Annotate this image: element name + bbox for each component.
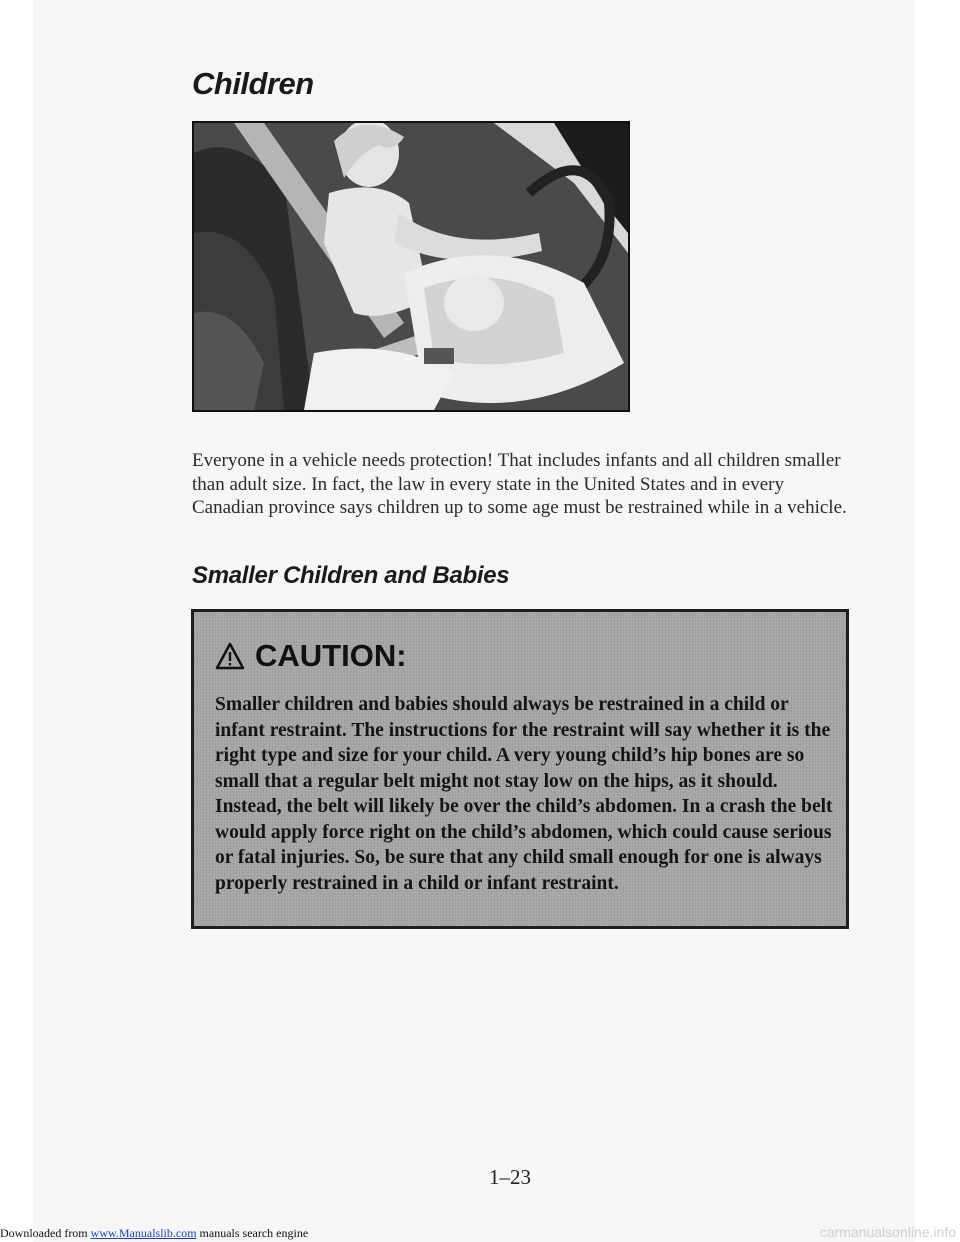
site-watermark: carmanualsonline.info — [819, 1224, 956, 1240]
caution-title — [215, 638, 407, 678]
page-heading: Children — [192, 66, 314, 101]
page-number: 1–23 — [489, 1165, 531, 1189]
intro-paragraph: Everyone in a vehicle needs protection! That includes infants and all children smaller than adult size. In fact, the law in every state in the United States and in every Canadian province says children up to some age must be restrained while in a vehicle. — [192, 450, 847, 518]
download-footer — [0, 1226, 308, 1241]
section-heading: Smaller Children and Babies — [192, 562, 510, 589]
manual-page — [33, 0, 915, 1242]
caution-box — [191, 609, 849, 929]
caution-title-text: CAUTION: — [255, 638, 407, 673]
footer-prefix: Downloaded from — [0, 1226, 91, 1240]
caution-text: Smaller children and babies should always be restrained in a child or infant restraint. The instructions for the restraint will say whether it is the right type and size for your child. A very young child’s hip bones are so small that a regular belt might not stay low on the hips, as it should. Instead, the belt will likely be over the child’s abdomen. In a crash the belt would apply force right on the child’s abdomen, which could cause serious or fatal injuries. So, be sure that any child small enough for one is always properly restrained in a child or infant restraint. — [215, 694, 833, 894]
photo-graphic — [194, 123, 628, 410]
footer-suffix: manuals search engine — [196, 1226, 309, 1240]
illustration-photo — [192, 121, 630, 412]
warning-triangle-icon — [215, 642, 245, 678]
manualslib-link[interactable]: www.Manualslib.com — [90, 1226, 197, 1240]
